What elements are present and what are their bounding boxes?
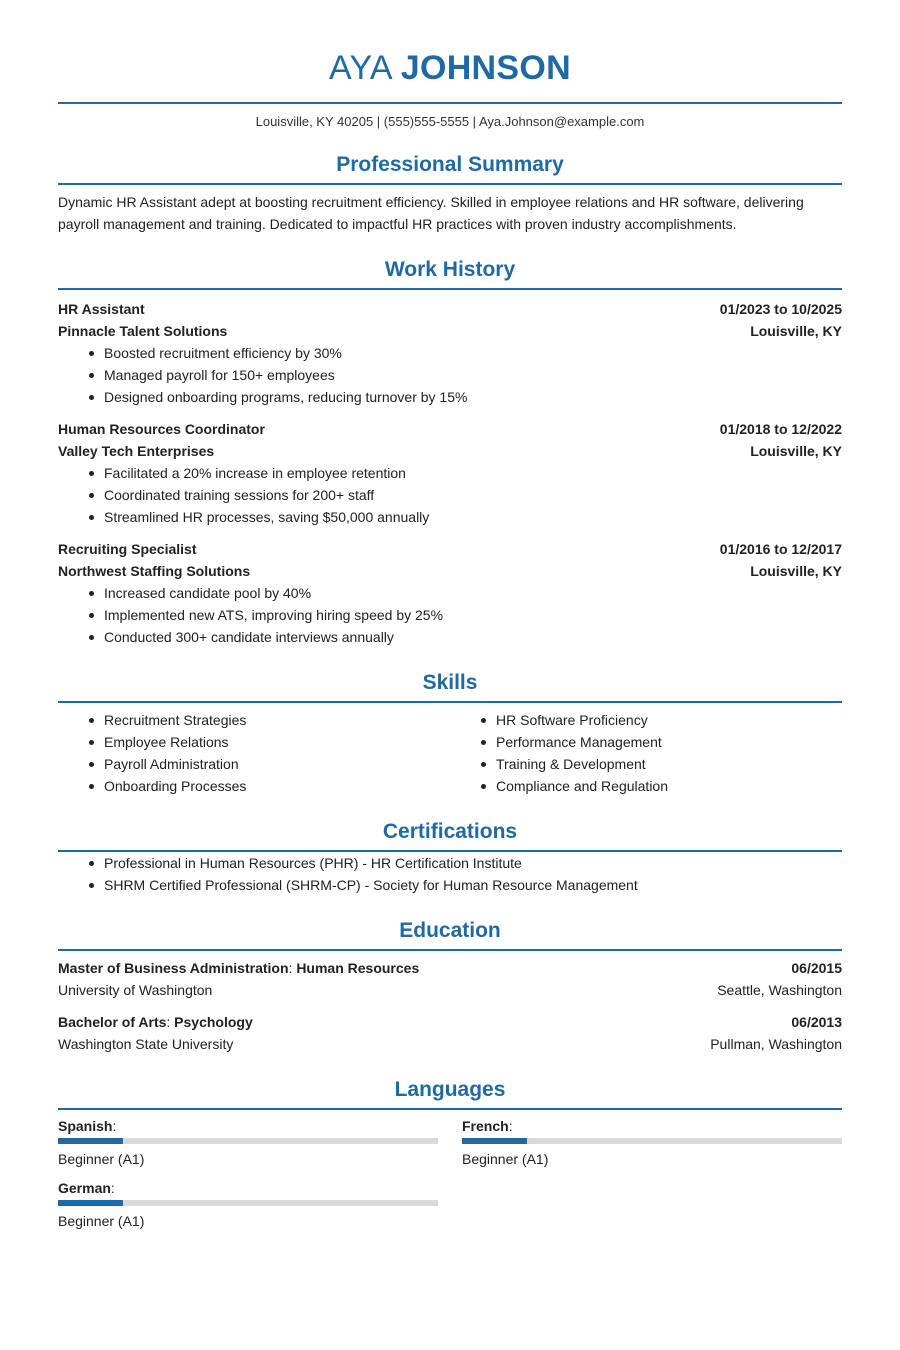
languages-list — [58, 1116, 842, 1240]
job-bullet: Coordinated training sessions for 200+ staff — [104, 484, 842, 506]
language-name: German — [58, 1180, 111, 1196]
job-dates: 01/2016 to 12/2017 — [719, 541, 842, 557]
proficiency-bar — [58, 1200, 438, 1206]
graduation-date: 06/2013 — [791, 1014, 842, 1030]
language-colon: : — [112, 1118, 117, 1134]
last-name: JOHNSON — [400, 49, 571, 87]
school-name: University of Washington — [58, 982, 213, 998]
proficiency-bar — [58, 1138, 438, 1144]
skills-right-column — [450, 709, 842, 797]
job-entry — [58, 418, 842, 528]
education-entry — [58, 1011, 842, 1055]
field-of-study: Psychology — [174, 1014, 253, 1030]
language-entry — [58, 1116, 438, 1170]
job-company: Valley Tech Enterprises — [58, 443, 215, 459]
job-location: Louisville, KY — [750, 323, 842, 339]
education-entry — [58, 957, 842, 1001]
job-bullet: Boosted recruitment efficiency by 30% — [104, 342, 842, 364]
language-colon: : — [508, 1118, 513, 1134]
language-colon: : — [110, 1180, 115, 1196]
skill-item: Training & Development — [496, 753, 842, 775]
language-entry — [462, 1116, 842, 1170]
languages-divider — [58, 1108, 842, 1110]
language-name: French — [462, 1118, 509, 1134]
first-name: AYA — [328, 49, 391, 87]
summary-title: Professional Summary — [336, 153, 564, 176]
job-bullets — [58, 462, 842, 528]
certification-item: Professional in Human Resources (PHR) - HR Certification Institute — [104, 852, 842, 874]
proficiency-bar — [462, 1138, 842, 1144]
language-level: Beginner (A1) — [462, 1151, 549, 1167]
skill-item: HR Software Proficiency — [496, 709, 842, 731]
school-location: Seattle, Washington — [717, 982, 842, 998]
job-company: Northwest Staffing Solutions — [58, 563, 251, 579]
language-name: Spanish — [58, 1118, 113, 1134]
job-bullets — [58, 582, 842, 648]
language-level: Beginner (A1) — [58, 1151, 145, 1167]
job-bullet: Streamlined HR processes, saving $50,000 annually — [104, 506, 842, 528]
job-bullet: Designed onboarding programs, reducing turnover by 15% — [104, 386, 842, 408]
job-role: Human Resources Coordinator — [58, 421, 265, 437]
candidate-name — [58, 0, 842, 90]
job-bullet: Facilitated a 20% increase in employee retention — [104, 462, 842, 484]
proficiency-fill — [58, 1200, 123, 1206]
language-level: Beginner (A1) — [58, 1213, 145, 1229]
certification-item: SHRM Certified Professional (SHRM-CP) - Society for Human Resource Management — [104, 874, 842, 896]
summary-divider — [58, 183, 842, 185]
education-divider — [58, 949, 842, 951]
work-history-title: Work History — [384, 258, 516, 281]
skill-item: Employee Relations — [104, 731, 450, 753]
language-entry — [58, 1178, 438, 1232]
skill-item: Payroll Administration — [104, 753, 450, 775]
degree-separator: : — [288, 960, 297, 976]
school-location: Pullman, Washington — [710, 1036, 842, 1052]
skills-list — [58, 709, 842, 797]
education-title: Education — [399, 919, 501, 942]
education-list — [58, 957, 842, 1055]
work-history-divider — [58, 288, 842, 290]
job-bullet: Implemented new ATS, improving hiring speed by 25% — [104, 604, 842, 626]
skills-left-column — [58, 709, 450, 797]
job-role: HR Assistant — [58, 301, 145, 317]
job-dates: 01/2018 to 12/2022 — [719, 421, 842, 437]
school-name: Washington State University — [58, 1036, 234, 1052]
job-bullet: Managed payroll for 150+ employees — [104, 364, 842, 386]
job-bullets — [58, 342, 842, 408]
job-bullet: Conducted 300+ candidate interviews annually — [104, 626, 842, 648]
job-location: Louisville, KY — [750, 443, 842, 459]
skills-title: Skills — [422, 671, 478, 694]
degree: Bachelor of Arts — [58, 1014, 167, 1030]
certifications-list — [58, 852, 842, 896]
job-dates: 01/2023 to 10/2025 — [719, 301, 842, 317]
proficiency-fill — [58, 1138, 123, 1144]
proficiency-fill — [462, 1138, 527, 1144]
skill-item: Performance Management — [496, 731, 842, 753]
skill-item: Onboarding Processes — [104, 775, 450, 797]
job-role: Recruiting Specialist — [58, 541, 197, 557]
summary-text: Dynamic HR Assistant adept at boosting recruitment efficiency. Skilled in employee relations and HR software, delivering payroll management and training. Dedicated to impactful HR practices with proven industry accomplishments. — [58, 194, 804, 232]
job-company: Pinnacle Talent Solutions — [58, 323, 228, 339]
certifications-title: Certifications — [382, 820, 518, 843]
languages-title: Languages — [394, 1078, 506, 1101]
job-location: Louisville, KY — [750, 563, 842, 579]
field-of-study: Human Resources — [296, 960, 420, 976]
graduation-date: 06/2015 — [791, 960, 842, 976]
skill-item: Recruitment Strategies — [104, 709, 450, 731]
degree: Master of Business Administration — [58, 960, 289, 976]
name-divider — [58, 102, 842, 104]
contact-line: Louisville, KY 40205 | (555)555-5555 | Aya.Johnson@example.com — [255, 114, 645, 129]
skill-item: Compliance and Regulation — [496, 775, 842, 797]
skills-divider — [58, 701, 842, 703]
job-bullet: Increased candidate pool by 40% — [104, 582, 842, 604]
job-entry — [58, 298, 842, 408]
degree-separator: : — [166, 1014, 175, 1030]
job-entry — [58, 538, 842, 648]
